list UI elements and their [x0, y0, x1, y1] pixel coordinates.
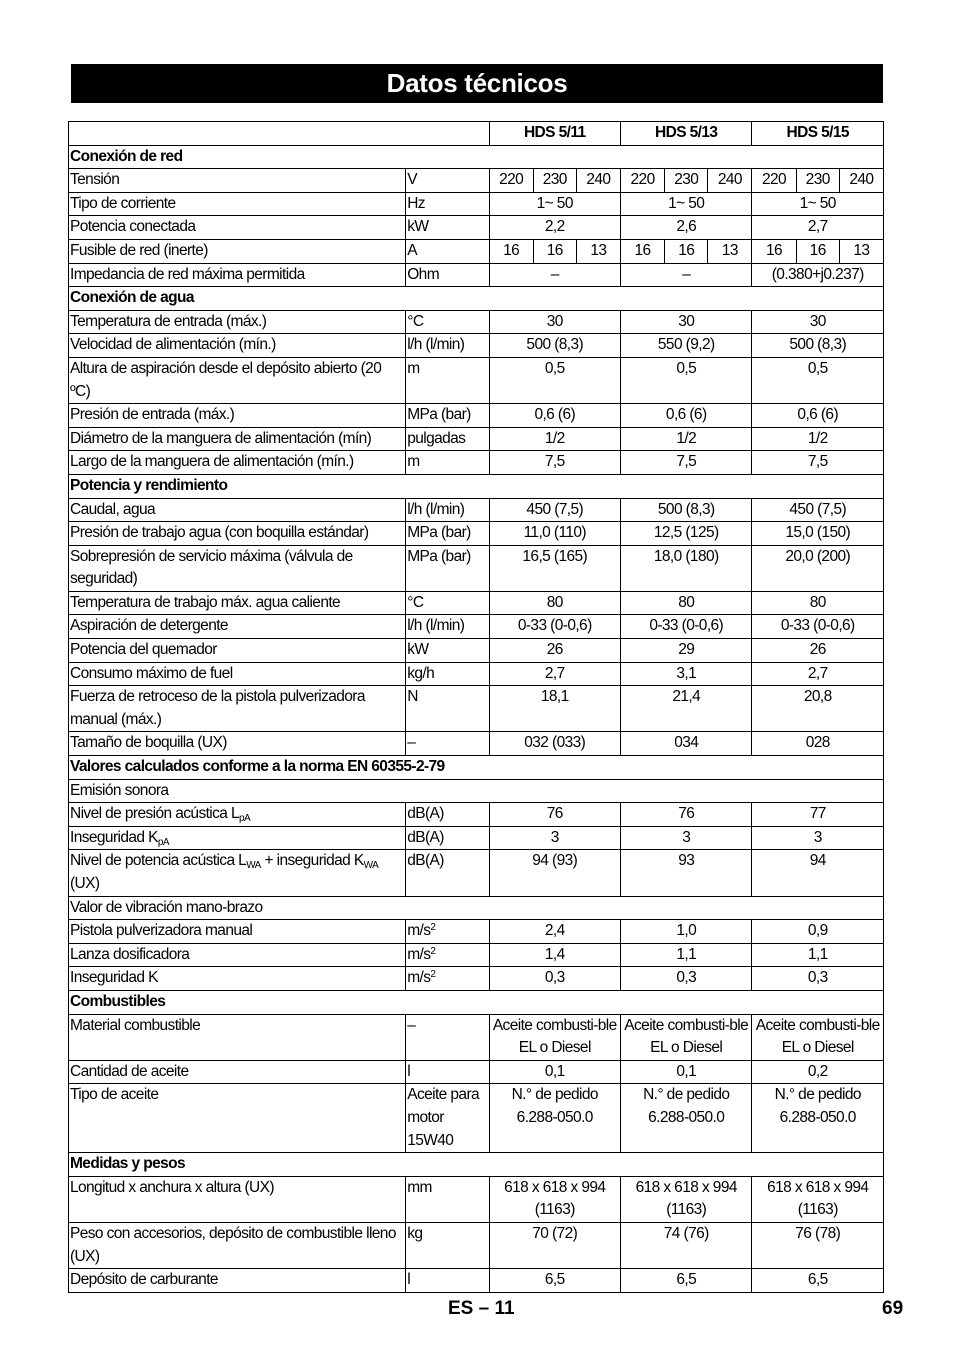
row-label: Presión de entrada (máx.)	[69, 404, 406, 428]
table-row	[69, 686, 884, 732]
row-unit: N	[406, 686, 489, 732]
row-label: Tamaño de boquilla (UX)	[69, 732, 406, 756]
label-subscript: WA	[363, 860, 379, 872]
table-row	[69, 310, 884, 334]
value-cell: 0,5	[620, 357, 751, 403]
value-cell: N.° de pedido 6.288-050.0	[489, 1084, 620, 1153]
value-cell: 20,0 (200)	[752, 545, 884, 591]
row-unit: –	[406, 1014, 489, 1060]
footer-separator: –	[478, 1298, 490, 1319]
row-unit: Ohm	[406, 263, 489, 287]
value-cell: 94	[752, 850, 884, 896]
value-cell: 6,5	[752, 1269, 884, 1293]
value-cell: 20,8	[752, 686, 884, 732]
footer-section-page: 11	[494, 1298, 515, 1319]
row-unit: mm	[406, 1176, 489, 1222]
value-cell: 1,4	[489, 943, 620, 967]
value-cell: 11,0 (110)	[489, 522, 620, 546]
section-title: Conexión de red	[69, 145, 884, 169]
row-unit: pulgadas	[406, 427, 489, 451]
row-label: Potencia del quemador	[69, 639, 406, 663]
unit-superscript: 2	[430, 922, 436, 934]
value-cell: 034	[620, 732, 751, 756]
row-unit: dB(A)	[406, 850, 489, 896]
subheading-row	[69, 896, 884, 920]
value-cell: 16	[533, 239, 576, 263]
value-cell: 76 (78)	[752, 1222, 884, 1268]
value-cell: 2,7	[489, 662, 620, 686]
table-row	[69, 943, 884, 967]
value-cell: 76	[620, 803, 751, 827]
value-cell: 29	[620, 639, 751, 663]
value-cell: 0,6 (6)	[752, 404, 884, 428]
value-cell: 30	[620, 310, 751, 334]
value-cell: 0,1	[620, 1060, 751, 1084]
value-cell: 028	[752, 732, 884, 756]
footer-language: ES	[448, 1298, 474, 1319]
value-cell: 12,5 (125)	[620, 522, 751, 546]
value-cell: Aceite combusti-ble EL o Diesel	[752, 1014, 884, 1060]
value-cell: 220	[752, 169, 796, 193]
value-cell: 6,5	[620, 1269, 751, 1293]
value-cell: 80	[489, 591, 620, 615]
value-cell: 0,3	[752, 967, 884, 991]
section-row	[69, 990, 884, 1014]
value-cell: 0,3	[620, 967, 751, 991]
unit-text: m/s	[407, 922, 431, 940]
unit-text: m/s	[407, 969, 431, 987]
row-label: Tipo de corriente	[69, 192, 406, 216]
label-text: + inseguridad K	[260, 852, 364, 870]
label-subscript: pA	[239, 813, 251, 825]
value-cell: 1~ 50	[752, 192, 884, 216]
row-unit: –	[406, 732, 489, 756]
row-label: Material combustible	[69, 1014, 406, 1060]
value-cell: 230	[796, 169, 839, 193]
value-cell: 220	[620, 169, 664, 193]
value-cell: 1,1	[752, 943, 884, 967]
value-cell: 0-33 (0-0,6)	[489, 615, 620, 639]
row-label: Diámetro de la manguera de alimentación (mín)	[69, 427, 406, 451]
section-title: Combustibles	[69, 990, 884, 1014]
row-unit: l/h (l/min)	[406, 334, 489, 358]
value-cell: (0.380+j0.237)	[752, 263, 884, 287]
value-cell: 16	[796, 239, 839, 263]
value-cell: Aceite combusti-ble EL o Diesel	[620, 1014, 751, 1060]
value-cell: 93	[620, 850, 751, 896]
value-cell: 80	[620, 591, 751, 615]
value-cell: 18,0 (180)	[620, 545, 751, 591]
row-label: Fuerza de retroceso de la pistola pulverizadora manual (máx.)	[69, 686, 406, 732]
table-row	[69, 732, 884, 756]
value-cell: 1~ 50	[620, 192, 751, 216]
value-cell: –	[489, 263, 620, 287]
row-label: Longitud x anchura x altura (UX)	[69, 1176, 406, 1222]
section-row	[69, 145, 884, 169]
value-cell: 1/2	[620, 427, 751, 451]
model-header: HDS 5/13	[620, 122, 751, 146]
value-cell: 13	[839, 239, 883, 263]
value-cell: 30	[752, 310, 884, 334]
label-subscript: pA	[157, 836, 169, 848]
value-cell: 80	[752, 591, 884, 615]
table-row	[69, 850, 884, 896]
row-label: Consumo máximo de fuel	[69, 662, 406, 686]
unit-text: m/s	[407, 945, 431, 963]
row-label: Depósito de carburante	[69, 1269, 406, 1293]
row-label	[69, 826, 406, 850]
table-row	[69, 1222, 884, 1268]
value-cell: 240	[839, 169, 883, 193]
table-row	[69, 263, 884, 287]
section-row	[69, 756, 884, 780]
table-row	[69, 404, 884, 428]
unit-superscript: 2	[430, 945, 436, 957]
row-unit: °C	[406, 591, 489, 615]
row-label: Inseguridad K	[69, 967, 406, 991]
label-text: Nivel de potencia acústica L	[70, 852, 247, 870]
table-row	[69, 169, 884, 193]
table-row	[69, 216, 884, 240]
value-cell: 7,5	[489, 451, 620, 475]
value-cell: 7,5	[620, 451, 751, 475]
value-cell: N.° de pedido 6.288-050.0	[620, 1084, 751, 1153]
table-row	[69, 826, 884, 850]
value-cell: 618 x 618 x 994 (1163)	[489, 1176, 620, 1222]
label-subscript: WA	[246, 860, 261, 872]
row-unit: kg/h	[406, 662, 489, 686]
section-row	[69, 287, 884, 311]
value-cell: Aceite combusti-ble EL o Diesel	[489, 1014, 620, 1060]
value-cell: 618 x 618 x 994 (1163)	[752, 1176, 884, 1222]
row-label: Velocidad de alimentación (mín.)	[69, 334, 406, 358]
value-cell: 2,6	[620, 216, 751, 240]
technical-data-table	[68, 121, 884, 1293]
value-cell: 30	[489, 310, 620, 334]
row-unit: °C	[406, 310, 489, 334]
value-cell: 1,0	[620, 920, 751, 944]
table-row	[69, 662, 884, 686]
value-cell: 0,1	[489, 1060, 620, 1084]
table-row	[69, 803, 884, 827]
row-unit: MPa (bar)	[406, 545, 489, 591]
table-row	[69, 1176, 884, 1222]
value-cell: 500 (8,3)	[489, 334, 620, 358]
table-row	[69, 451, 884, 475]
value-cell: 13	[576, 239, 620, 263]
value-cell: 16	[620, 239, 664, 263]
row-label	[69, 850, 406, 896]
value-cell: 500 (8,3)	[620, 498, 751, 522]
row-label: Impedancia de red máxima permitida	[69, 263, 406, 287]
section-title: Medidas y pesos	[69, 1153, 884, 1177]
value-cell: 26	[489, 639, 620, 663]
page-footer-section	[448, 1298, 515, 1320]
value-cell: 032 (033)	[489, 732, 620, 756]
row-label: Lanza dosificadora	[69, 943, 406, 967]
model-header: HDS 5/15	[752, 122, 884, 146]
value-cell: 76	[489, 803, 620, 827]
row-label: Tensión	[69, 169, 406, 193]
value-cell: 26	[752, 639, 884, 663]
subheading-label: Valor de vibración mano-brazo	[69, 896, 884, 920]
value-cell: 0,6 (6)	[620, 404, 751, 428]
row-unit: A	[406, 239, 489, 263]
row-label	[69, 803, 406, 827]
row-unit: l	[406, 1269, 489, 1293]
row-label: Presión de trabajo agua (con boquilla estándar)	[69, 522, 406, 546]
row-unit	[406, 967, 489, 991]
value-cell: 0,9	[752, 920, 884, 944]
value-cell: 0-33 (0-0,6)	[752, 615, 884, 639]
value-cell: 2,4	[489, 920, 620, 944]
unit-superscript: 2	[430, 969, 436, 981]
row-label: Aspiración de detergente	[69, 615, 406, 639]
value-cell: 0,5	[752, 357, 884, 403]
value-cell: 550 (9,2)	[620, 334, 751, 358]
row-unit: l/h (l/min)	[406, 498, 489, 522]
value-cell: 3	[752, 826, 884, 850]
row-unit: kW	[406, 216, 489, 240]
section-row	[69, 1153, 884, 1177]
row-unit: l	[406, 1060, 489, 1084]
value-cell: 94 (93)	[489, 850, 620, 896]
section-title: Valores calculados conforme a la norma EN 60355-2-79	[69, 756, 884, 780]
section-title: Potencia y rendimiento	[69, 474, 884, 498]
value-cell: 1/2	[489, 427, 620, 451]
row-label: Caudal, agua	[69, 498, 406, 522]
row-unit: Aceite para motor 15W40	[406, 1084, 489, 1153]
row-label: Tipo de aceite	[69, 1084, 406, 1153]
row-unit	[406, 943, 489, 967]
value-cell: 2,2	[489, 216, 620, 240]
row-unit: kg	[406, 1222, 489, 1268]
page-title: Datos técnicos	[71, 64, 883, 103]
value-cell: 1,1	[620, 943, 751, 967]
value-cell: 0,2	[752, 1060, 884, 1084]
value-cell: 240	[576, 169, 620, 193]
section-row	[69, 474, 884, 498]
table-row	[69, 239, 884, 263]
value-cell: 3	[489, 826, 620, 850]
value-cell: N.° de pedido 6.288-050.0	[752, 1084, 884, 1153]
value-cell: 0,3	[489, 967, 620, 991]
row-label: Peso con accesorios, depósito de combustible lleno (UX)	[69, 1222, 406, 1268]
section-title: Conexión de agua	[69, 287, 884, 311]
value-cell: 1/2	[752, 427, 884, 451]
row-label: Sobrepresión de servicio máxima (válvula de seguridad)	[69, 545, 406, 591]
row-label: Altura de aspiración desde el depósito abierto (20 ºC)	[69, 357, 406, 403]
row-unit: MPa (bar)	[406, 522, 489, 546]
page-number: 69	[882, 1298, 904, 1319]
label-text: Inseguridad K	[70, 828, 158, 846]
row-unit: V	[406, 169, 489, 193]
table-row	[69, 920, 884, 944]
value-cell: 230	[665, 169, 708, 193]
label-text: Nivel de presión acústica L	[70, 805, 240, 823]
value-cell: 0-33 (0-0,6)	[620, 615, 751, 639]
value-cell: 1~ 50	[489, 192, 620, 216]
header-empty-cell	[69, 122, 490, 146]
row-unit: dB(A)	[406, 803, 489, 827]
value-cell: 74 (76)	[620, 1222, 751, 1268]
table-row	[69, 615, 884, 639]
table-row	[69, 591, 884, 615]
value-cell: 7,5	[752, 451, 884, 475]
value-cell: 450 (7,5)	[752, 498, 884, 522]
value-cell: 15,0 (150)	[752, 522, 884, 546]
value-cell: 13	[708, 239, 752, 263]
table-row	[69, 357, 884, 403]
table-row	[69, 522, 884, 546]
row-label: Temperatura de entrada (máx.)	[69, 310, 406, 334]
table-row	[69, 1060, 884, 1084]
row-unit: dB(A)	[406, 826, 489, 850]
value-cell: 16,5 (165)	[489, 545, 620, 591]
value-cell: 220	[489, 169, 533, 193]
table-row	[69, 1014, 884, 1060]
subheading-row	[69, 779, 884, 803]
row-unit: m	[406, 451, 489, 475]
value-cell: 16	[665, 239, 708, 263]
value-cell: 3,1	[620, 662, 751, 686]
row-label: Potencia conectada	[69, 216, 406, 240]
value-cell: 3	[620, 826, 751, 850]
table-row	[69, 1269, 884, 1293]
row-unit: m	[406, 357, 489, 403]
table-header-row	[69, 122, 884, 146]
table-row	[69, 967, 884, 991]
row-label: Cantidad de aceite	[69, 1060, 406, 1084]
table-row	[69, 427, 884, 451]
value-cell: –	[620, 263, 751, 287]
value-cell: 0,5	[489, 357, 620, 403]
value-cell: 500 (8,3)	[752, 334, 884, 358]
value-cell: 450 (7,5)	[489, 498, 620, 522]
row-unit: kW	[406, 639, 489, 663]
model-header: HDS 5/11	[489, 122, 620, 146]
value-cell: 16	[489, 239, 533, 263]
value-cell: 6,5	[489, 1269, 620, 1293]
value-cell: 618 x 618 x 994 (1163)	[620, 1176, 751, 1222]
value-cell: 18,1	[489, 686, 620, 732]
row-unit: MPa (bar)	[406, 404, 489, 428]
row-label: Pistola pulverizadora manual	[69, 920, 406, 944]
table-row	[69, 1084, 884, 1153]
label-text: (UX)	[70, 875, 100, 892]
value-cell: 240	[708, 169, 752, 193]
value-cell: 2,7	[752, 662, 884, 686]
value-cell: 230	[533, 169, 576, 193]
row-label: Fusible de red (inerte)	[69, 239, 406, 263]
row-label: Largo de la manguera de alimentación (mín.)	[69, 451, 406, 475]
table-row	[69, 192, 884, 216]
row-unit	[406, 920, 489, 944]
value-cell: 16	[752, 239, 796, 263]
value-cell: 0,6 (6)	[489, 404, 620, 428]
value-cell: 77	[752, 803, 884, 827]
value-cell: 2,7	[752, 216, 884, 240]
subheading-label: Emisión sonora	[69, 779, 884, 803]
table-row	[69, 334, 884, 358]
table-row	[69, 639, 884, 663]
row-unit: l/h (l/min)	[406, 615, 489, 639]
row-unit: Hz	[406, 192, 489, 216]
value-cell: 70 (72)	[489, 1222, 620, 1268]
table-row	[69, 545, 884, 591]
table-row	[69, 498, 884, 522]
row-label: Temperatura de trabajo máx. agua caliente	[69, 591, 406, 615]
value-cell: 21,4	[620, 686, 751, 732]
